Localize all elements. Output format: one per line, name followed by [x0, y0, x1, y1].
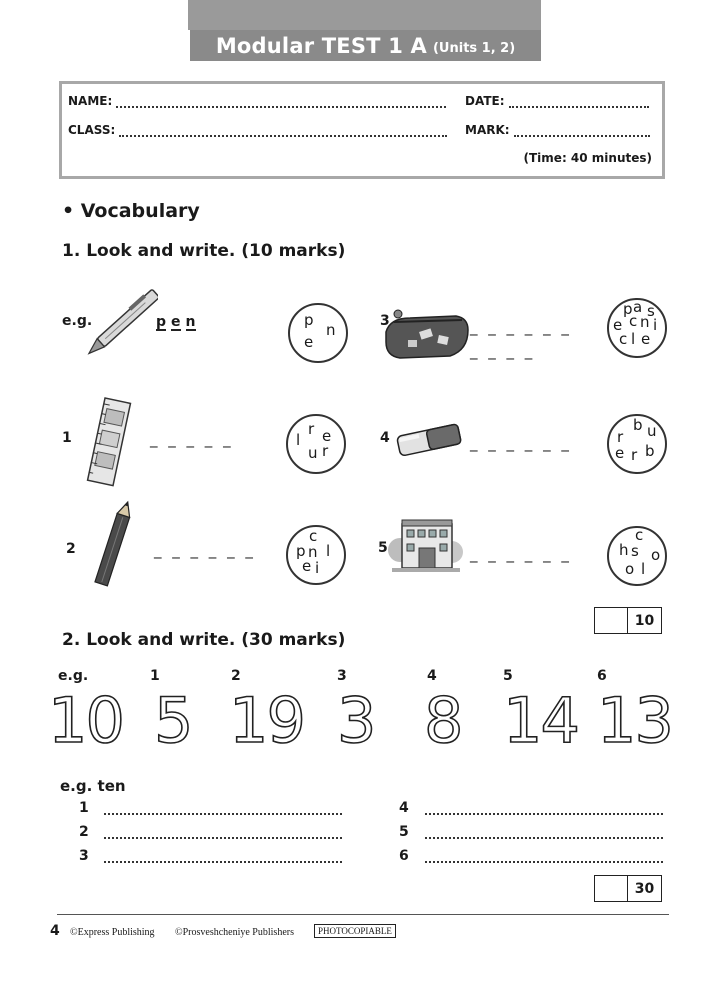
outlined-number: 10	[48, 684, 123, 757]
answer-line[interactable]	[425, 852, 663, 863]
item-number: 1	[62, 430, 72, 446]
title-tab	[188, 0, 541, 30]
photocopiable-badge: PHOTOCOPIABLE	[314, 924, 396, 938]
letter: p	[304, 311, 314, 329]
letter: e	[613, 316, 623, 334]
pencil-case-icon	[380, 306, 472, 362]
date-label: DATE:	[465, 94, 505, 108]
letter-circle	[607, 414, 667, 474]
outlined-number: 3	[337, 684, 375, 757]
answer-blank[interactable]: _ _ _ _ _ _	[470, 545, 572, 563]
date-line[interactable]	[509, 97, 649, 108]
answer-blank-second[interactable]: _ _ _ _	[470, 342, 536, 360]
answer-line[interactable]	[104, 852, 342, 863]
letter: e	[302, 557, 312, 575]
pen-icon	[86, 282, 158, 364]
example-letter-circle	[288, 303, 348, 363]
letter: u	[647, 422, 657, 440]
letter-circle	[286, 414, 346, 474]
letter: r	[322, 442, 329, 460]
number-label: 4	[427, 668, 437, 684]
class-line[interactable]	[119, 126, 447, 137]
score-entry-cell[interactable]	[595, 608, 628, 633]
line-number: 3	[79, 848, 89, 864]
number-label: 1	[150, 668, 160, 684]
student-info-box	[59, 81, 665, 179]
mark-line[interactable]	[514, 126, 650, 137]
letter: o	[651, 546, 661, 564]
test-title-bar	[190, 30, 541, 61]
answer-line[interactable]	[104, 828, 342, 839]
letter: e	[641, 330, 651, 348]
letter: r	[631, 446, 638, 464]
number-label: 6	[597, 668, 607, 684]
task2-score-box	[594, 875, 662, 902]
example-answer	[156, 313, 201, 331]
letter: l	[631, 330, 636, 348]
letter-circle	[607, 526, 667, 586]
letter: b	[645, 442, 655, 460]
letter: c	[635, 526, 644, 544]
item-number: 4	[380, 430, 390, 446]
example-word: e.g. ten	[60, 777, 126, 795]
letter-circle	[286, 525, 346, 585]
answer-line[interactable]	[425, 828, 663, 839]
name-label: NAME:	[68, 94, 113, 108]
mark-label: MARK:	[465, 123, 510, 137]
letter: l	[641, 560, 646, 578]
test-units: (Units 1, 2)	[432, 40, 516, 56]
rubber-icon	[392, 420, 466, 460]
answer-line[interactable]	[425, 804, 663, 815]
example-label: e.g.	[62, 313, 93, 329]
number-label: 5	[503, 668, 513, 684]
number-label: e.g.	[58, 668, 89, 684]
outlined-number: 13	[597, 684, 672, 757]
letter: e	[322, 427, 332, 445]
mark-row[interactable]	[465, 123, 650, 137]
letter: o	[625, 560, 635, 578]
school-icon	[388, 518, 464, 574]
letter: p	[296, 542, 306, 560]
answer-line[interactable]	[104, 804, 342, 815]
item-number: 3	[380, 313, 390, 329]
score-max: 30	[634, 880, 655, 897]
letter: a	[633, 298, 643, 316]
letter: s	[647, 302, 655, 320]
line-number: 6	[399, 848, 409, 864]
example-answer-letter: p	[156, 314, 167, 330]
outlined-number: 5	[154, 684, 192, 757]
ruler-icon	[84, 396, 136, 488]
answer-blank[interactable]: _ _ _ _ _ _	[470, 434, 572, 452]
letter: i	[653, 316, 658, 334]
letter: n	[308, 543, 318, 561]
letter: r	[308, 420, 315, 438]
pencil-icon	[92, 500, 136, 592]
score-entry-cell[interactable]	[595, 876, 628, 901]
outlined-number: 14	[503, 684, 578, 757]
answer-blank[interactable]: _ _ _ _ _	[150, 430, 234, 448]
date-row[interactable]	[465, 94, 649, 108]
number-label: 2	[231, 668, 241, 684]
letter: u	[308, 444, 318, 462]
line-number: 2	[79, 824, 89, 840]
section-vocabulary: • Vocabulary	[62, 200, 200, 222]
score-max: 10	[634, 612, 655, 629]
outlined-number: 19	[229, 684, 304, 757]
letter: c	[619, 330, 628, 348]
task1-score-box	[594, 607, 662, 634]
task1-heading: 1. Look and write. (10 marks)	[62, 241, 346, 261]
letter: s	[631, 542, 639, 560]
letter-circle	[607, 298, 667, 358]
line-number: 5	[399, 824, 409, 840]
footer-divider	[57, 914, 669, 915]
letter: c	[309, 527, 318, 545]
copyright-express: ©Express Publishing	[70, 927, 155, 938]
name-line[interactable]	[116, 97, 446, 108]
letter: p	[623, 300, 633, 318]
number-label: 3	[337, 668, 347, 684]
answer-blank[interactable]: _ _ _ _ _ _	[470, 318, 572, 336]
class-label: CLASS:	[68, 123, 116, 137]
letter: l	[296, 431, 301, 449]
letter: h	[619, 541, 629, 559]
outlined-number: 8	[424, 684, 462, 757]
answer-blank[interactable]: _ _ _ _ _ _	[154, 541, 256, 559]
test-title: Modular TEST 1 A	[215, 33, 427, 58]
letter: r	[617, 428, 624, 446]
letter: e	[615, 444, 625, 462]
letter: n	[640, 313, 650, 331]
line-number: 4	[399, 800, 409, 816]
letter: b	[633, 416, 643, 434]
letter: l	[326, 542, 331, 560]
letter: e	[304, 333, 314, 351]
task2-heading: 2. Look and write. (30 marks)	[62, 630, 346, 650]
copyright-prosveshcheniye: ©Prosveshcheniye Publishers	[175, 927, 294, 938]
letter: n	[326, 321, 336, 339]
name-row[interactable]	[68, 94, 446, 108]
class-row[interactable]	[68, 123, 447, 137]
line-number: 1	[79, 800, 89, 816]
letter: i	[315, 559, 320, 577]
example-answer-letter: n	[185, 314, 196, 330]
page-number: 4	[50, 923, 60, 939]
item-number: 2	[66, 541, 76, 557]
time-note: (Time: 40 minutes)	[523, 151, 652, 165]
item-number: 5	[378, 540, 388, 556]
example-answer-letter: e	[171, 314, 181, 330]
letter: c	[629, 312, 638, 330]
